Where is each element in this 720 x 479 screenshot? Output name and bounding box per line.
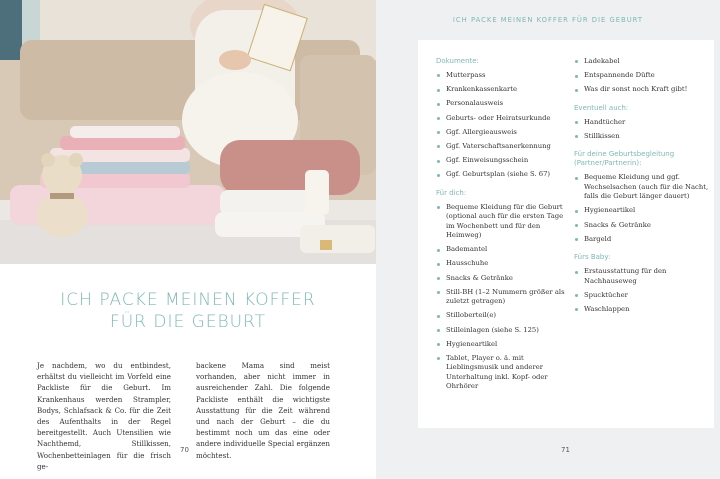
list-item: Krankenkassenkarte bbox=[436, 85, 566, 94]
list-item: Ggf. Vaterschaftsanerkennung bbox=[436, 142, 566, 151]
section-title: Fürs Baby: bbox=[574, 253, 611, 262]
list-item: Bargeld bbox=[574, 235, 709, 244]
list bbox=[436, 71, 566, 180]
section-title: Eventuell auch: bbox=[574, 103, 629, 112]
list-item: Ggf. Einweisungsschein bbox=[436, 156, 566, 165]
list-item: Was dir sonst noch Kraft gibt! bbox=[574, 85, 709, 94]
section-geburtsbegleitung bbox=[574, 150, 709, 244]
section-dokumente bbox=[436, 57, 566, 180]
list-item: Stillkissen bbox=[574, 132, 709, 141]
section-fuer-dich bbox=[436, 189, 566, 392]
list-item: Still-BH (1–2 Nummern größer als zuletzt getragen) bbox=[436, 288, 566, 307]
list-item: Mutterpass bbox=[436, 71, 566, 80]
list bbox=[574, 57, 709, 95]
list-item: Waschlappen bbox=[574, 305, 709, 314]
list-item: Entspannende Düfte bbox=[574, 71, 709, 80]
list-item: Bequeme Kleidung und ggf. Wechselsachen (auch für die Nacht, falls die Geburt länger dauert) bbox=[574, 173, 709, 201]
page-title-line1: ICH PACKE MEINEN KOFFER bbox=[60, 290, 316, 310]
body-text-column-2: backene Mama sind meist vorhanden, aber nicht immer in ausreichender Zahl. Die folgende Packliste enthält die wichtigste Ausstattung für die Zeit während und nach der Geburt – die du bestimmt noch um das eine oder andere individuelle Special ergänzen möchtest. bbox=[196, 361, 330, 460]
section-title: Für dich: bbox=[436, 188, 467, 197]
list-item: Hygieneartikel bbox=[574, 206, 709, 215]
pregnant-woman-photo bbox=[0, 0, 376, 264]
page-title-line2: FÜR DIE GEBURT bbox=[109, 312, 267, 332]
section-fuers-baby bbox=[574, 253, 709, 314]
list-item: Hausschuhe bbox=[436, 259, 566, 268]
section-title: Dokumente: bbox=[436, 57, 479, 65]
page-number-right: 71 bbox=[561, 446, 570, 454]
list bbox=[574, 267, 709, 314]
list-item: Snacks & Getränke bbox=[436, 274, 566, 283]
list bbox=[436, 203, 566, 392]
packing-list-column-a bbox=[436, 57, 566, 401]
list-item: Bademantel bbox=[436, 245, 566, 254]
list-item: Hygieneartikel bbox=[436, 340, 566, 349]
list-item: Ggf. Allergieausweis bbox=[436, 128, 566, 137]
list-item: Personalausweis bbox=[436, 99, 566, 108]
list-item: Stilleinlagen (siehe S. 125) bbox=[436, 326, 566, 335]
list-item: Stilloberteil(e) bbox=[436, 311, 566, 320]
list-item: Spucktücher bbox=[574, 291, 709, 300]
list-item: Ladekabel bbox=[574, 57, 709, 66]
page-number-left: 70 bbox=[180, 446, 189, 454]
list-item: Snacks & Getränke bbox=[574, 221, 709, 230]
list-item: Handtücher bbox=[574, 118, 709, 127]
list bbox=[574, 173, 709, 244]
running-header: ICH PACKE MEINEN KOFFER FÜR DIE GEBURT bbox=[452, 16, 644, 24]
section-eventuell bbox=[574, 104, 709, 142]
body-text-column-1: Je nachdem, wo du entbindest, erhältst du vielleicht im Vorfeld eine Packliste für die Geburt. Im Krankenhaus werden Strampler, Bodys, Schlafsack & Co. für die Zeit des Aufenthalts in der Regel bereitgestellt. Auch Utensilien wie Nachthemd, Stillkissen, Wochenbetteinlagen für die frisch ge- bbox=[37, 361, 171, 471]
list bbox=[574, 118, 709, 142]
packing-list-card bbox=[418, 40, 714, 428]
list-item: Geburts- oder Heiratsurkunde bbox=[436, 114, 566, 123]
packing-list-column-b bbox=[574, 57, 709, 323]
list-item: Ggf. Geburtsplan (siehe S. 67) bbox=[436, 170, 566, 179]
section-title: Für deine Geburtsbegleitung (Partner/Partnerin): bbox=[574, 150, 675, 168]
section-continued bbox=[574, 57, 709, 95]
list-item: Bequeme Kleidung für die Geburt (optional auch für die ersten Tage im Wochenbett und für den Heimweg) bbox=[436, 203, 566, 241]
list-item: Erstausstattung für den Nachhauseweg bbox=[574, 267, 709, 286]
list-item: Tablet, Player o. ä. mit Lieblingsmusik und anderer Unterhaltung inkl. Kopf- oder Ohrhörer bbox=[436, 354, 566, 392]
